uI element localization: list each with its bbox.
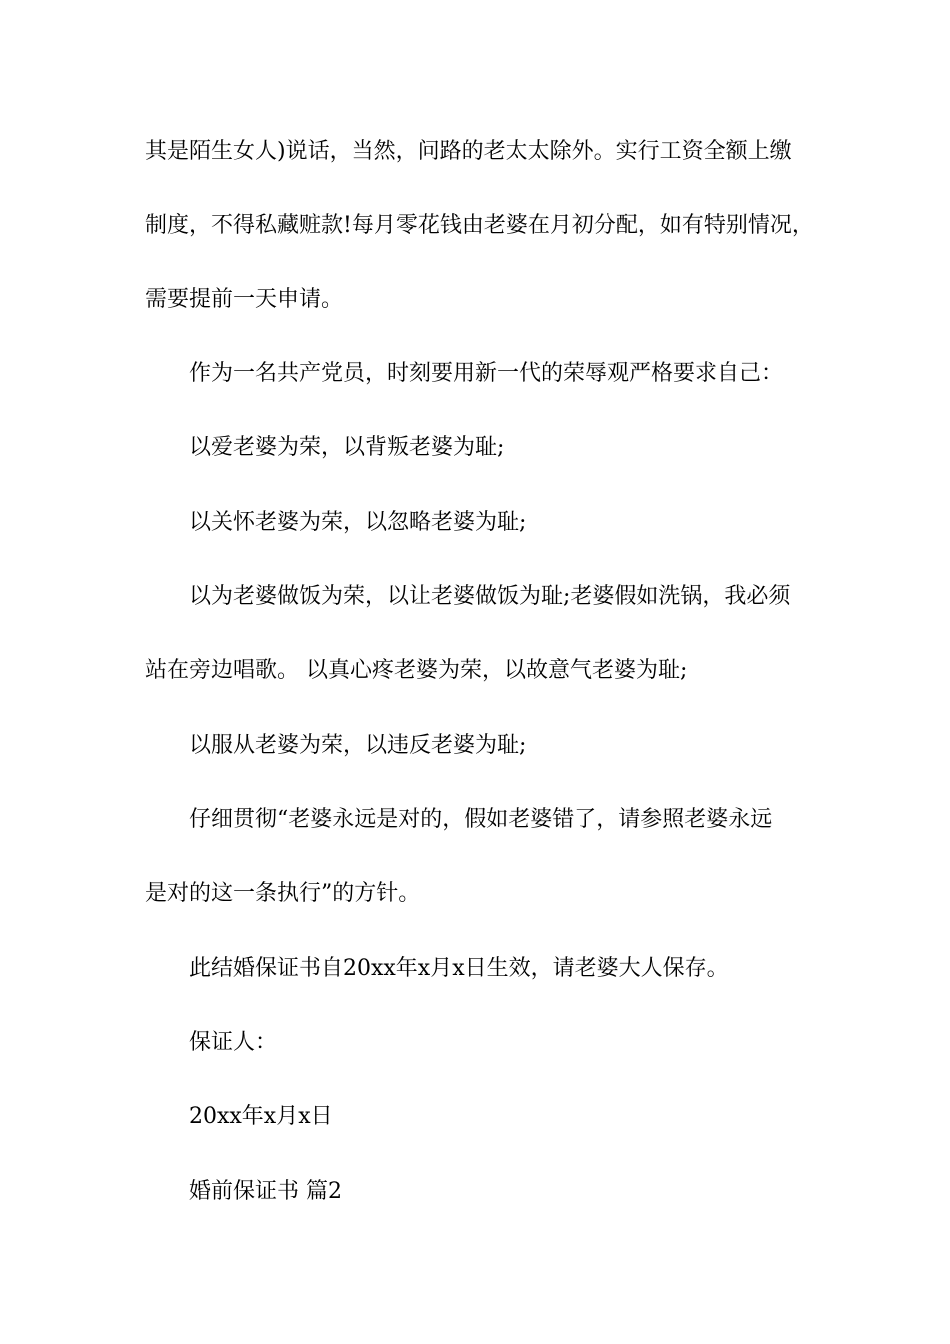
paragraph-line: 是对的这一条执行”的方针。 (145, 881, 421, 906)
paragraph-line: 制度，不得私藏赃款!每月零花钱由老婆在月初分配，如有特别情况， (145, 213, 814, 238)
paragraph-line: 站在旁边唱歌。 以真心疼老婆为荣，以故意气老婆为耻; (145, 658, 688, 683)
paragraph-line: 此结婚保证书自20xx年x月x日生效，请老婆大人保存。 (189, 956, 729, 981)
paragraph-line: 以为老婆做饭为荣，以让老婆做饭为耻;老婆假如洗锅，我必须 (189, 584, 791, 609)
paragraph-line: 以爱老婆为荣，以背叛老婆为耻; (189, 435, 505, 460)
section-heading: 婚前保证书 篇2 (189, 1179, 342, 1204)
paragraph-line: 以服从老婆为荣，以违反老婆为耻; (189, 733, 527, 758)
paragraph-line: 以关怀老婆为荣，以忽略老婆为耻; (189, 510, 527, 535)
signatory-label: 保证人： (189, 1030, 278, 1055)
paragraph-line: 需要提前一天申请。 (145, 287, 344, 312)
paragraph-line: 其是陌生女人)说话，当然，问路的老太太除外。实行工资全额上缴 (145, 139, 792, 164)
paragraph-line: 仔细贯彻“老婆永远是对的，假如老婆错了，请参照老婆永远 (189, 807, 773, 832)
signature-date: 20xx年x月x日 (189, 1104, 333, 1129)
paragraph-line: 作为一名共产党员，时刻要用新一代的荣辱观严格要求自己： (189, 361, 784, 386)
